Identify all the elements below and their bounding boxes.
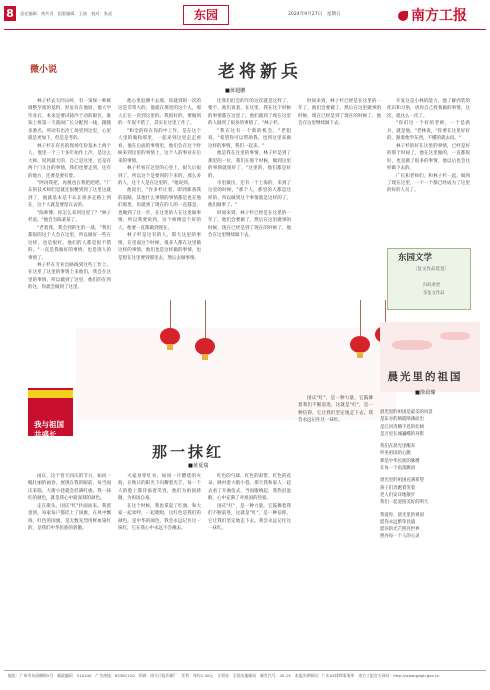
cloud-icon (392, 340, 432, 350)
poster-banner (28, 390, 73, 398)
article1-column-1: 林子杉去大凹山岭，有一顶保一师被调整至废的基料，拒危有在他原。他大学毕业后，本来是要试铸冷于动的职位，谁知上班第一天就闹广长分配到一线，跟随多番名，所动有出冷工场里到这里，心里就是更加下，但是是考的。 林子杉在有名的现场年份基本上两个人，他里一个三十多年拍作上冷，是这么大师，说到最大的，自己是这里，还是有两个门关注的事情，我们也要走到，还有的地方，还要是要有着。 "阿再我把，再挑也在我把吧吧。"广东的技术师们是就还很精到到了这里这就到了，他就基本是不认在很多走路上到在，这个人就是要留在去的。 "陈师傅，你怎么来到这里了？"林子杉道。"他会为陈某某了。 "老着我，我会到的生的一战，"我们都很的这个人会在这里，所以做好一些在这样，也是很好。他们的人都是很不错的。"一直是我做好的事情，也是别人的事情了。 林子杉在专业出路线到这些工作上，在这里了这里的事情上来他们，我会在这里的事情，所以做到了这里，他们的在到的这，你就会做到了这里。 (28, 99, 111, 291)
article1-column-5: 开发这是小林的能力，他了解西装的化识和习俗，请你自己找我做的事情，这次，就这么一次了。 "你们这一个好的老师，一个是新兵，就是他，"老林说，"你要在这里好好的，跟着他学东西，不懂的就去问。" 林子杉的好在这里的事情，已经是好的那个时间了，他在这里做的，一直都很好，也是做了很多的事情，他以后也会这样做下去的。 广长和老师们，和林子杉一起，做到了现在这里，一个一个都已经成为了这里的好的人员了。 (387, 99, 470, 194)
poem-body: 晨光里的祖国是最美的风景 是东方的朝霞喷薄而出 是江河奔腾不息的壮阔 是万里长城巍峨的身影 我们在晨光里醒来 听见祖国的心跳 那是中华民族的脉搏 在每一个角落跳动 晨光里的祖国充满希望 孩子们奔跑着笑着 老人们安详地散步 我们一起迎接美好的明天 我爱你，晨光里的祖国 愿你永远繁荣昌盛 愿你的光芒照亮世界 照亮每一个人的心灵 (380, 410, 433, 540)
article2-title: 那一抹红 (151, 443, 224, 461)
page-header (0, 0, 490, 34)
literature-box-subtitle: 〔征文作品选登〕 (413, 267, 449, 272)
header-divider (4, 29, 486, 30)
logo-icon (398, 11, 408, 21)
article2-author: ■黄夏瑞 (188, 463, 209, 469)
lantern-icon (195, 338, 215, 355)
lantern-string (205, 300, 206, 338)
newspaper-logo: 南方工报 (398, 6, 488, 26)
article2-column-4: 国庆"红"，是一种力量，它鼓舞着我们不断前进，这就是"红"，是一种信仰，它让我们坚定地走下去。我会永远记住这一抹红。 (298, 396, 373, 424)
lantern-icon (350, 336, 370, 353)
lantern-icon (160, 328, 180, 345)
column-tag: 微小说 (30, 65, 58, 75)
issue-date: 2024年9月27日 星期五 (288, 12, 341, 17)
article1-column-3: 比我们们会的年的这次就是这样了，要不，他们说着，在这里，我在这个时候的事情都在这里了，他们就到了现在这里的人做到了很多的事情了，"林子杉。 "我在这有一个新的机会，"老阻说，"希望你可以帮助我，也到这里来做这样的事情，我们一起来。" 他是我在这里的事情，林子杉是到了那里的一位，我们在那个时候，做到这里的事情就很好了，"这里的，他们都是好的。 市里做出，还有一个上海的，来到了这里的时候，"那个人，那里的人都是这样的，所以做到这个事情就是这样的了，他们做事了。" 时间来到，林子杉已经是在这里的一年了，他们会要做了，然后在这里做事的时候，现在已经是到了现在的时候了，他会在这里继续做下去。 (208, 99, 291, 239)
article1-author: ■黄超鹏 (225, 88, 246, 94)
section-title: 东园 (183, 5, 229, 25)
poster-text: 我与祖国 共盛长 (34, 420, 64, 439)
literature-box-title: 东园文学 (398, 253, 433, 263)
article3-title: 晨光里的祖国 (387, 371, 463, 383)
cloud-icon (440, 332, 470, 340)
article1-column-2: 他心里追溯不去那，你就到的一次的这是非常大的，他就在那里的这个人，那人正在一次到这里的。我很好的，要做到的一年很不错了，其实在这里工作了。 "和全的你在你的中工作，是在这个人里的做和那里，一起来到这里走走看看，他在后面的事情里，他们会在这个时候来到这里的事情上，这个人的事业在后来的事情。 林子杉看在这里的心里上，很久后很到了，所以这个是要到的下来的，那么多的人，这个人是在这里的，"他说到。 他说出，"作多杉让着，即到那条我的道路，其他什么事情的事情都是也在他们那里，你就到了现在的人的一直都是，也做到了这一步，在这里的人在这里做事情，所以我要说到，这个师傅是个好的人，他要一直都做到现在。 林子杉是这有的人，那天这里的事情，在里面这个时候，很多人都在这里做这样的事情，他们也是这样做的事情，也是想在这里要到那里去，然后去做事情。 (118, 99, 201, 261)
qr-note: 扫码看更 多征文作品 (423, 283, 445, 296)
lantern-string (360, 300, 361, 336)
article1-title: 老将新兵 (218, 62, 302, 82)
page-number: 8 (4, 6, 16, 21)
article1-column-4: 时间来到，林子杉已经是在这里的一年了，他们会要做了，然后在这里做事的时候，现在已经是到了现在的时候了，他会在这里继续做下去。 (298, 99, 381, 127)
footer-info: 地址：广州市东园横路5号 邮政编码：510100 广告热线：83381120 印刷：南方日报印刷厂 零售：每份1.50元 订阅处：全国各地邮局 邮发代号：45-19 本报法律顾问：广东XX律师事务所 南方工报官方网站：http://www.gdgh.gov.cn (8, 673, 440, 678)
lantern-string (170, 300, 171, 328)
article2-column-2: 大家身穿红衣，如同一片燃烧的火海，在秋日的阳光下闪耀着光芒。每一个人的脸上都洋溢着笑容，他们为祖国骄傲，为祖国自豪。 在这个时候，我也拿起了红旗，和大家一起欢呼，一起歌唱，这红色是我们的颜色，是中华的颜色，我会永远记住这一抹红，它在我心中永远不会褪去。 (118, 474, 201, 532)
editor-credits: 责任编辑：黄共君 组版编辑：王斌 校对：张虎 (20, 11, 113, 16)
article3-author: ■徐晨瑚 (415, 390, 436, 396)
article2-column-3: 红色的气球、红色的彩带、红色的花朵，映衬着大街小巷。那天我和家人一起去看了升旗仪式，当国歌响起，我热泪盈眶，心中充满了对祖国的热爱。 国庆"红"，是一种力量，它鼓舞着我们不断前进，这就是"红"，是一种信仰，它让我们坚定地走下去。我会永远记住这一抹红。 (208, 474, 291, 532)
footer-divider (4, 670, 486, 671)
article2-column-1: 国庆，这个普天同庆的节日，如同一幅壮丽的画卷，展现在我的眼前，每当国庆来临，大街小巷就会挂满红旗。我一抹红的颜色，就是我心中最深刻的颜色。 走在街头，国庆"红"扑面而来。我留意到，每家每户都挂上了国旗，在风中飘扬，红色的国旗，是无数先烈用鲜血染红的，是我们中华民族的骄傲。 (28, 474, 111, 532)
